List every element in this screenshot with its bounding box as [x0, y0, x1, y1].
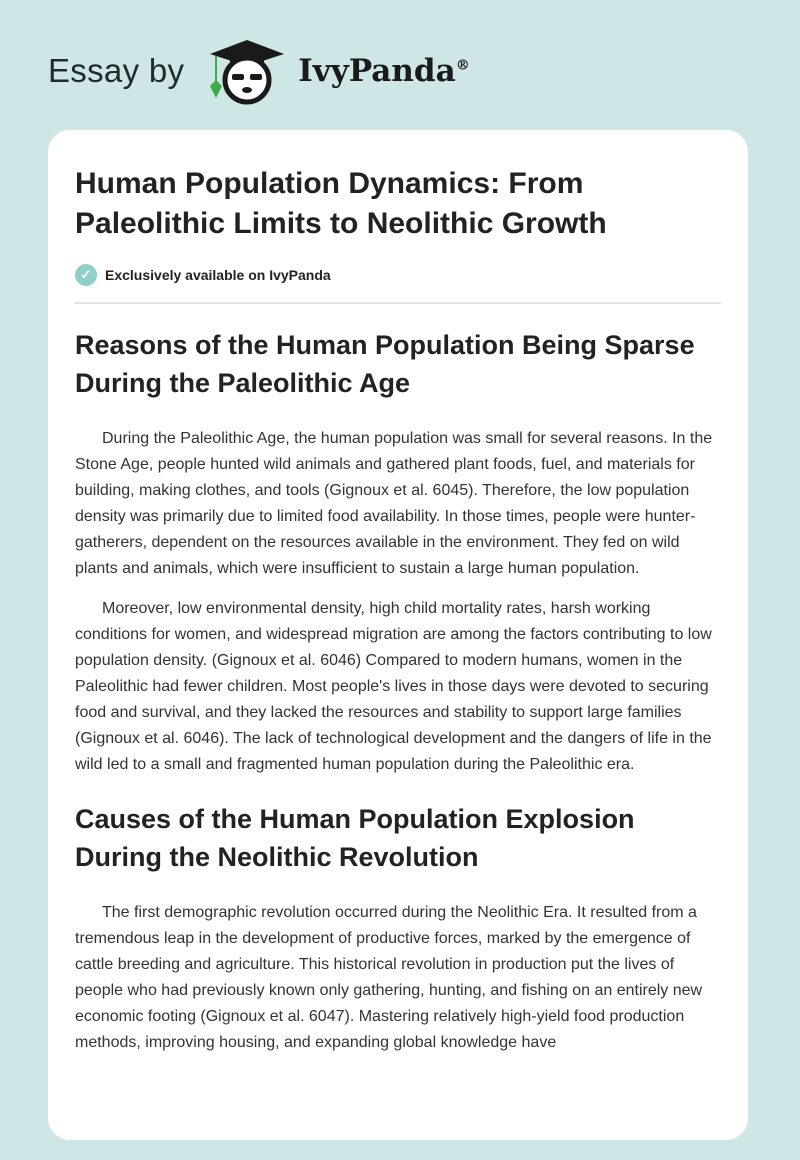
section-neolithic — [75, 800, 721, 1056]
section-paleolithic — [75, 326, 721, 778]
check-icon: ✓ — [75, 264, 97, 286]
paragraph: Moreover, low environmental density, high child mortality rates, harsh working conditions for women, and widespread migration are among the factors contributing to low population density. (Gignoux et al. 6046) Compared to modern humans, women in the Paleolithic had fewer children. Most people's lives in those days were devoted to securing food and survival, and they lacked the resources and stability to support large families (Gignoux et al. 6046). The lack of technological development and the dangers of life in the wild led to a small and fragmented human population during the Paleolithic era. — [75, 600, 712, 773]
section-heading: Reasons of the Human Population Being Sparse During the Paleolithic Age — [75, 330, 695, 398]
panda-logo-icon[interactable] — [202, 36, 292, 106]
essay-title: Human Population Dynamics: From Paleolithic Limits to Neolithic Growth — [75, 167, 607, 240]
section-heading: Causes of the Human Population Explosion During the Neolithic Revolution — [75, 804, 635, 872]
registered-mark: ® — [455, 57, 470, 74]
site-header — [48, 36, 470, 106]
divider — [75, 302, 721, 304]
exclusive-badge — [75, 264, 721, 286]
brand-text: IvyPanda — [298, 53, 456, 89]
exclusive-label: Exclusively available on IvyPanda — [105, 267, 331, 283]
essay-card — [48, 130, 748, 1140]
paragraph: The first demographic revolution occurred during the Neolithic Era. It resulted from a tremendous leap in the development of productive forces, marked by the emergence of cattle breeding and agriculture. This historical revolution in production put the lives of people who had previously known only gathering, hunting, and fishing on an entirely new economic footing (Gignoux et al. 6047). Mastering relatively high-yield food production methods, improving housing, and expanding global knowledge have — [75, 904, 703, 1051]
paragraph: During the Paleolithic Age, the human population was small for several reasons. In the Stone Age, people hunted wild animals and gathered plant foods, fuel, and materials for building, making clothes, and tools (Gignoux et al. 6045). Therefore, the low population density was primarily due to limited food availability. In those times, people were hunter-gatherers, dependent on the resources available in the environment. They fed on wild plants and animals, which were insufficient to sustain a large human population. — [75, 430, 713, 577]
brand-name[interactable] — [298, 53, 469, 89]
essay-by-label: Essay by — [48, 52, 185, 89]
